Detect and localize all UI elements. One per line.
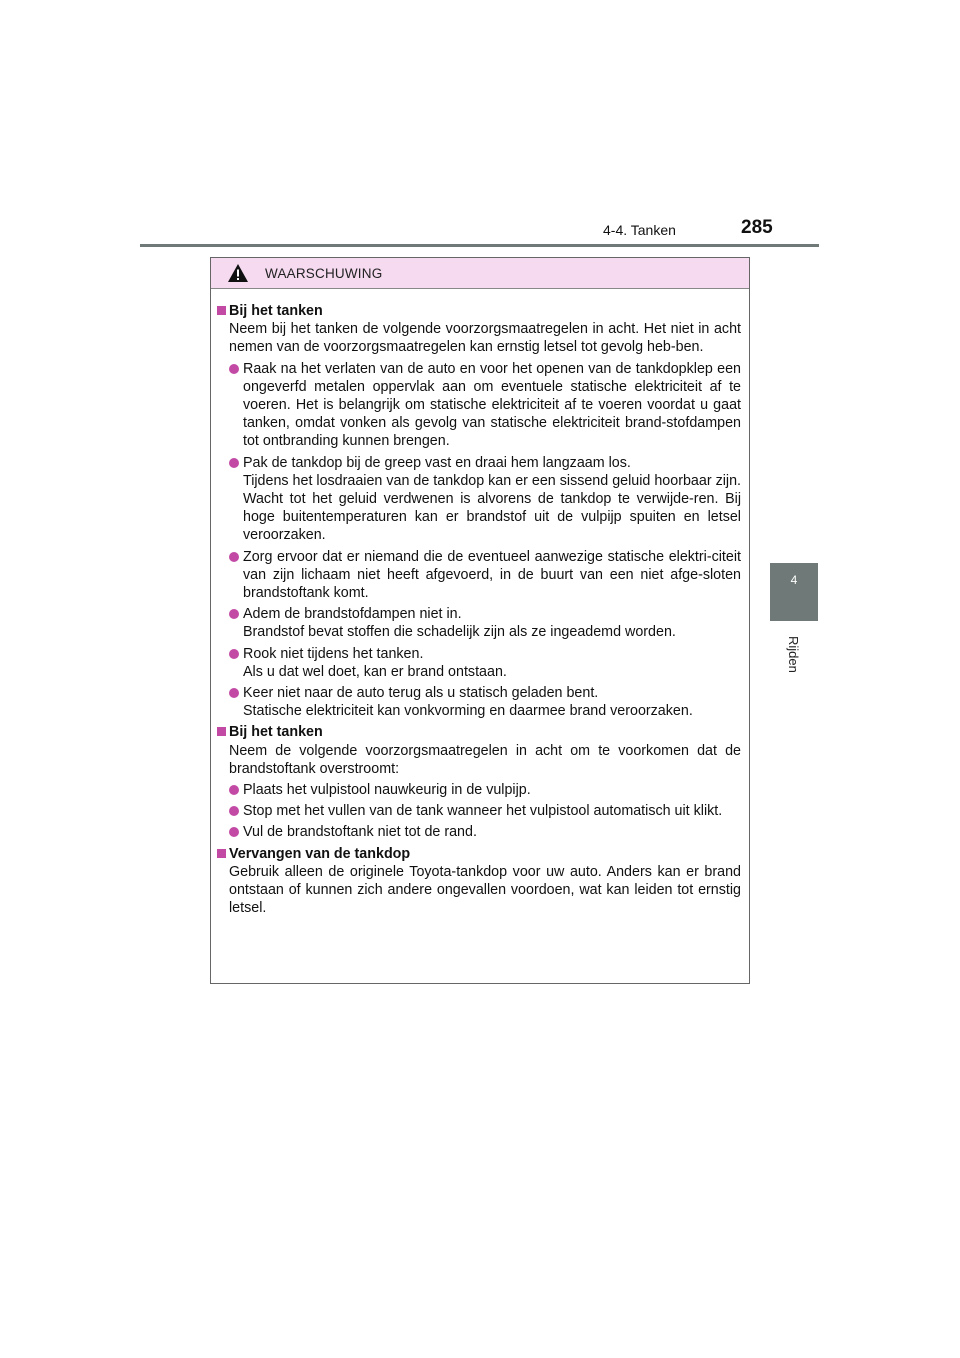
chapter-number: 4 [790,573,798,587]
warning-title: WAARSCHUWING [265,265,383,281]
section-heading-text: Bij het tanken [229,724,323,741]
list-item [216,802,741,820]
section-title: 4-4. Tanken [603,222,676,238]
round-bullet-icon [229,806,239,816]
chapter-tab [770,563,818,621]
round-bullet-icon [229,609,239,619]
page-number: 285 [741,217,773,238]
list-item-text: Zorg ervoor dat er niemand die de eventueel aanwezige statische elektri-citeit van zijn lichaam niet heeft afgevoerd, in de buurt van een niet afge-sloten brandstoftank komt. [243,548,741,602]
warning-section [216,302,741,720]
list-item-text: Vul de brandstoftank niet tot de rand. [243,824,477,841]
list-item [216,781,741,799]
round-bullet-icon [229,785,239,795]
list-item-detail: Tijdens het losdraaien van de tankdop kan er een sissend geluid hoorbaar zijn. Wacht tot het geluid verdwenen is alvorens de tankdop te verwijde-ren. Bij hoge buitentemperaturen kan er brandstof uit de vulpijp spuiten en letsel veroorzaken. [243,472,741,544]
warning-section [216,723,741,841]
list-item-detail: Statische elektriciteit kan vonkvorming en daarmee brand veroorzaken. [243,703,693,720]
list-item-text: Keer niet naar de auto terug als u statisch geladen bent. [243,685,599,702]
section-heading [216,302,741,320]
round-bullet-icon [229,458,239,468]
list-item-text: Pak de tankdop bij de greep vast en draai hem langzaam los. [243,454,631,471]
section-heading [216,723,741,741]
list-item [216,684,741,720]
section-intro: Gebruik alleen de originele Toyota-tankdop voor uw auto. Anders kan er brand ontstaan of kunnen zich andere ongevallen voordoen, wat kan leiden tot ernstig letsel. [229,863,741,917]
square-bullet-icon [217,849,226,858]
header-divider [140,244,819,247]
list-item-text: Rook niet tijdens het tanken. [243,645,424,662]
list-item [216,645,741,681]
square-bullet-icon [217,306,226,315]
warning-box [210,257,750,984]
list-item-detail: Brandstof bevat stoffen die schadelijk zijn als ze ingeademd worden. [243,624,676,641]
list-item-text: Raak na het verlaten van de auto en voor het openen van de tankdopklep een ongeverfd metalen oppervlak aan om eventuele statische elektriciteit af te voeren. Het is belangrijk om statische elektriciteit af te voeren voordat u gaat tanken, omdat vonken als gevolg van statische elektriciteit brand-stofdampen tot ontbranding kunnen brengen. [243,360,741,450]
section-heading [216,845,741,863]
list-item [216,360,741,451]
list-item [216,548,741,603]
list-item [216,605,741,641]
round-bullet-icon [229,688,239,698]
section-intro: Neem bij het tanken de volgende voorzorgsmaatregelen in acht. Het niet in acht nemen van de voorzorgsmaatregelen kan ernstig letsel tot gevolg heb-ben. [229,321,741,356]
round-bullet-icon [229,827,239,837]
list-item-text: Stop met het vullen van de tank wanneer het vulpistool automatisch uit klikt. [243,803,723,820]
warning-triangle-icon [227,263,249,283]
list-item-detail: Als u dat wel doet, kan er brand ontstaan. [243,663,507,680]
section-heading-text: Bij het tanken [229,303,323,319]
chapter-label: Rijden [786,636,801,673]
warning-section [216,845,741,918]
round-bullet-icon [229,364,239,374]
square-bullet-icon [217,727,226,736]
list-item [216,454,741,545]
warning-body [211,289,749,918]
warning-header [211,258,749,289]
list-item-text: Adem de brandstofdampen niet in. [243,606,462,623]
round-bullet-icon [229,649,239,659]
round-bullet-icon [229,552,239,562]
list-item-text: Plaats het vulpistool nauwkeurig in de vulpijp. [243,782,531,799]
list-item [216,823,741,841]
section-heading-text: Vervangen van de tankdop [229,845,411,862]
section-intro: Neem de volgende voorzorgsmaatregelen in acht om te voorkomen dat de brandstoftank overstroomt: [229,742,741,777]
